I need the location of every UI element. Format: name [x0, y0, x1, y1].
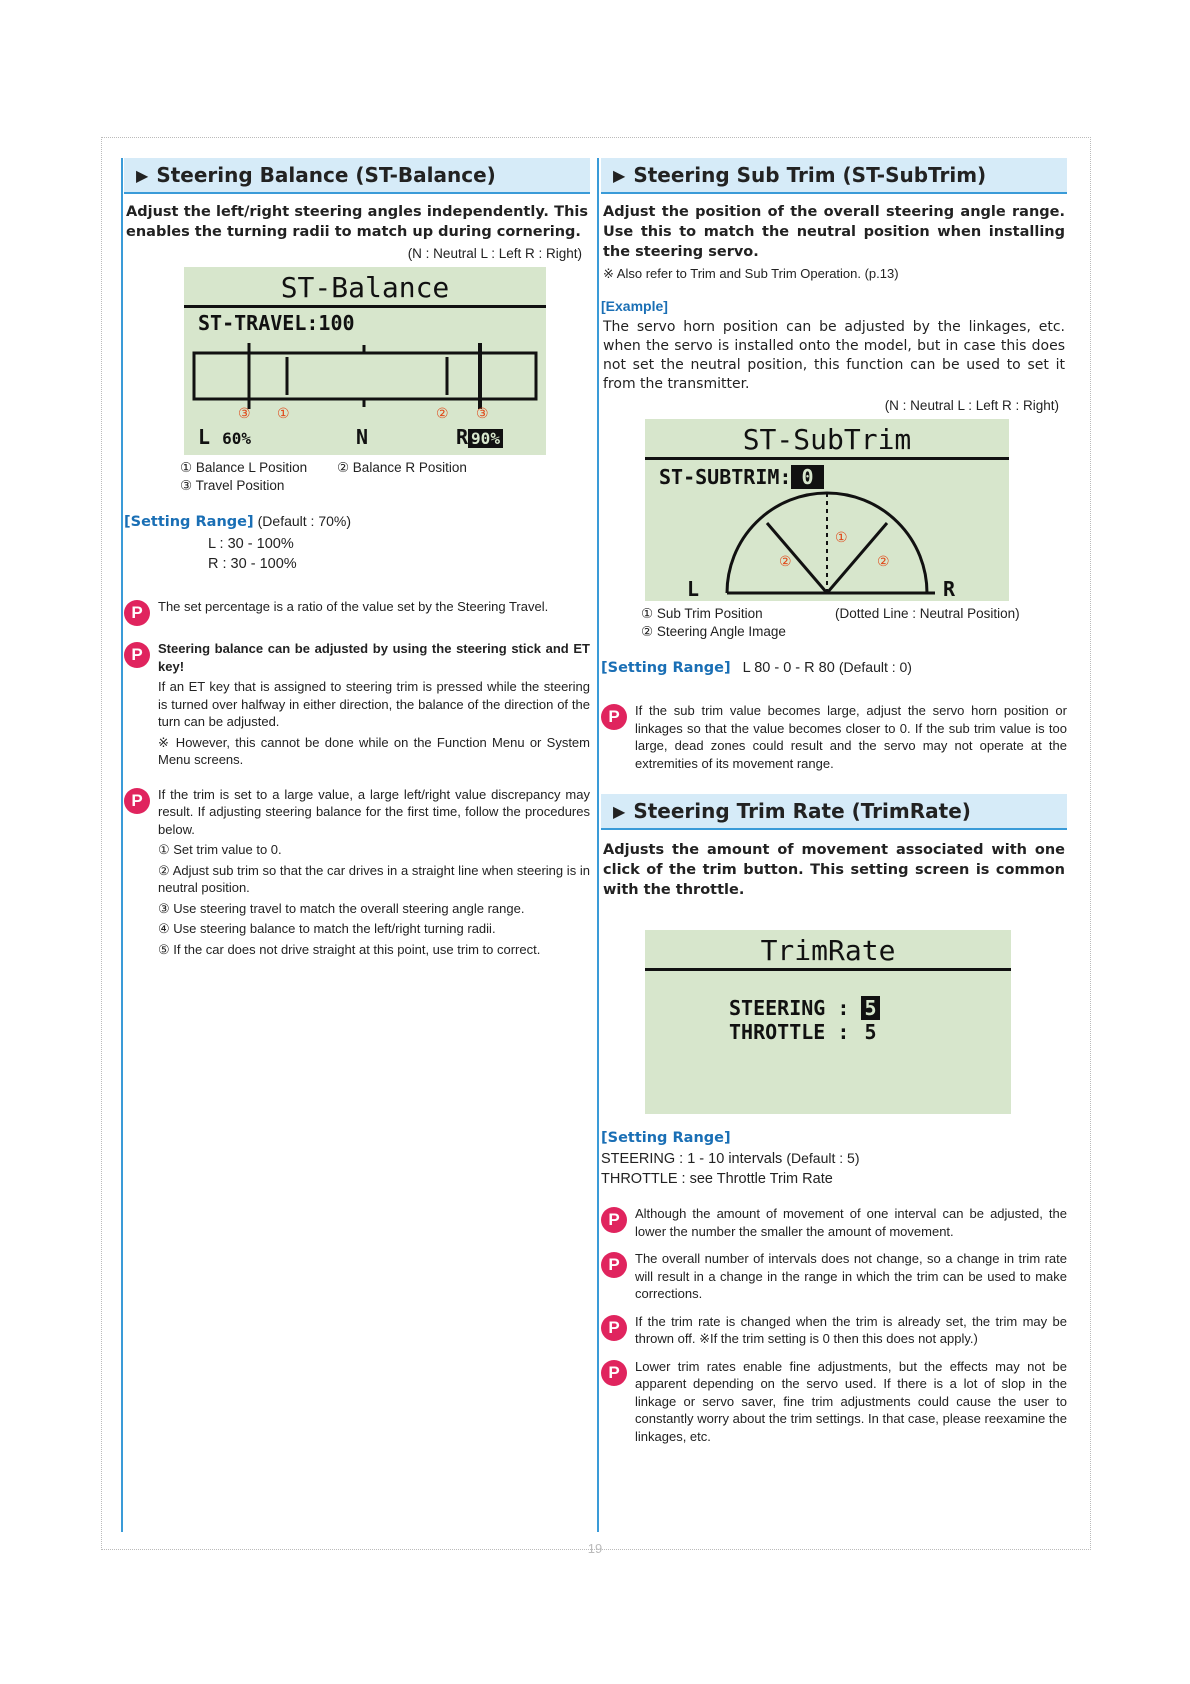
lcd-title: ST-Balance [280, 271, 450, 304]
trimrate-point-3 [601, 1313, 1067, 1348]
point-2-text: The overall number of intervals does not change, so a change in trim rate will result in a change in the range in which the trim can be used to make corrections. [635, 1251, 1067, 1301]
lcd-l-row [198, 425, 251, 449]
st-subtrim-section [601, 158, 1067, 1445]
point-1-text: The set percentage is a ratio of the value set by the Steering Travel. [158, 599, 549, 614]
trimrate-lcd [645, 930, 1011, 1114]
lcd-title-rule [184, 305, 546, 308]
st-balance-captions [180, 459, 590, 495]
caption-dotted: (Dotted Line : Neutral Position) [835, 606, 1020, 621]
range-steering-row [601, 1150, 1067, 1167]
lcd-steering-value: 5 [861, 996, 879, 1020]
triangle-icon: ▶ [613, 165, 626, 185]
st-subtrim-range [601, 659, 1067, 676]
st-balance-range [124, 513, 590, 572]
st-subtrim-lcd [645, 419, 1009, 601]
page-number: 19 [587, 1541, 603, 1556]
point-icon: P [601, 1252, 627, 1278]
lcd-r-row [456, 425, 503, 449]
lcd-subtrim-label: ST-SUBTRIM: [659, 465, 792, 489]
lcd-l-value: 60% [222, 429, 251, 448]
lcd-trimrate-rows [729, 996, 880, 1044]
st-subtrim-captions [641, 605, 1067, 641]
trimrate-heading [601, 794, 1067, 830]
point-2-bold: Steering balance can be adjusted by using the steering stick and ET key! [158, 641, 590, 674]
st-balance-point-2 [124, 640, 590, 772]
range-default: (Default : 0) [838, 659, 912, 675]
caption-1: ① Balance L Position [180, 460, 308, 475]
point-3-text: If the trim is set to a large value, a large left/right value discrepancy may result. If adjusting steering balance for the first time, follow the procedures below. [158, 786, 590, 837]
lcd-throttle-value: 5 [864, 1020, 877, 1044]
range-throttle: THROTTLE : see Throttle Trim Rate [601, 1171, 833, 1187]
trimrate-point-2 [601, 1250, 1067, 1303]
lcd-r-value: 90% [468, 429, 503, 448]
left-column-rule [121, 158, 123, 1532]
trimrate-lead: Adjusts the amount of movement associated with one click of the trim button. This setting screen is common with the throttle. [603, 842, 1065, 898]
point-icon: P [601, 704, 627, 730]
range-default: (Default : 70%) [257, 513, 352, 529]
st-balance-heading [124, 158, 590, 194]
lcd-l-label: L [687, 577, 700, 601]
st-subtrim-lead: Adjust the position of the overall steering angle range. Use this to match the neutral position when installing the steering servo. [603, 204, 1065, 260]
trimrate-range [601, 1130, 1067, 1187]
caption-2: ② Balance R Position [336, 460, 467, 475]
range-r: R : 30 - 100% [208, 556, 297, 572]
lcd-throttle-label: THROTTLE : [729, 1020, 850, 1044]
point-3-step-5: ⑤ If the car does not drive straight at this point, use trim to correct. [158, 941, 541, 957]
lcd-title-rule [645, 457, 1009, 460]
point-3-step-1: ① Set trim value to 0. [158, 842, 282, 857]
range-l: L : 30 - 100% [208, 536, 294, 552]
range-title: [Setting Range] [124, 514, 254, 530]
point-2-note: ※ However, this cannot be done while on the Function Menu or System Menu screens. [158, 734, 590, 767]
st-balance-point-3 [124, 786, 590, 962]
lcd-title: ST-SubTrim [742, 423, 912, 456]
st-subtrim-legend: (N : Neutral L : Left R : Right) [884, 398, 1059, 413]
point-2-text: If an ET key that is assigned to steering trim is pressed while the steering is turned over halfway in either direction, the balance of the direction of the turn can be adjusted. [158, 679, 590, 729]
trimrate-point-1 [601, 1205, 1067, 1240]
point-3-step-4: ④ Use steering balance to match the left/right turning radii. [158, 921, 496, 936]
lcd-subtrim-value: 0 [791, 465, 823, 489]
range-steering: STEERING : 1 - 10 intervals [601, 1151, 783, 1167]
range-steering-default: (Default : 5) [786, 1150, 860, 1166]
lcd-title: TrimRate [760, 934, 896, 967]
point-icon: P [124, 642, 150, 668]
caption-3: ③ Travel Position [180, 478, 285, 493]
st-subtrim-heading [601, 158, 1067, 194]
triangle-icon: ▶ [136, 165, 149, 185]
point-icon: P [601, 1207, 627, 1233]
lcd-l-label: L [198, 425, 211, 449]
triangle-icon: ▶ [613, 801, 626, 821]
point-1-text: If the sub trim value becomes large, adjust the servo horn position or linkages so that the value becomes closer to 0. If the sub trim value is too large, dead zones could result and the servo may not operate at the extremities of its movement range. [635, 703, 1067, 771]
marker-1: ① [277, 405, 290, 421]
st-balance-legend: (N : Neutral L : Left R : Right) [407, 246, 582, 261]
st-balance-lcd [184, 267, 546, 455]
st-subtrim-refer: ※ Also refer to Trim and Sub Trim Operation. (p.13) [603, 266, 899, 281]
example-title: [Example] [601, 298, 668, 314]
point-3-text: If the trim rate is changed when the trim is already set, the trim may be thrown off. ※If the trim setting is 0 then this does not apply.) [635, 1313, 1067, 1346]
point-icon: P [124, 600, 150, 626]
point-4-text: Lower trim rates enable fine adjustments, but the effects may not be apparent depending on the servo used. If there is a lot of slop in the linkage or servo saver, fine trim adjustments could cause the user to constantly worry about the trim settings. In that case, please reexamine the linkages, etc. [635, 1358, 1067, 1444]
point-1-text: Although the amount of movement of one interval can be adjusted, the lower the number the smaller the amount of movement. [635, 1206, 1067, 1239]
marker-1: ① [835, 529, 848, 545]
range-title: [Setting Range] [601, 660, 731, 676]
range-title: [Setting Range] [601, 1130, 731, 1146]
lcd-steering-label: STEERING : [729, 996, 850, 1020]
marker-2-left: ② [779, 553, 792, 569]
point-3-step-2: ② Adjust sub trim so that the car drives in a straight line when steering is in neutral position. [158, 862, 590, 895]
st-balance-heading-text: Steering Balance (ST-Balance) [156, 163, 496, 187]
trimrate-heading-text: Steering Trim Rate (TrimRate) [633, 799, 971, 823]
range-value: L 80 - 0 - R 80 [742, 660, 835, 676]
lcd-title-rule [645, 968, 1011, 971]
lcd-r-label: R [456, 425, 469, 449]
marker-2-right: ② [877, 553, 890, 569]
trimrate-point-4 [601, 1358, 1067, 1446]
point-icon: P [124, 788, 150, 814]
right-column-rule [597, 158, 599, 1532]
st-subtrim-point-1 [601, 702, 1067, 772]
lcd-r-label: R [943, 577, 956, 601]
st-balance-section [124, 158, 590, 961]
point-icon: P [601, 1360, 627, 1386]
marker-3-right: ③ [476, 405, 489, 421]
lcd-travel: ST-TRAVEL:100 [198, 311, 355, 335]
lcd-subtrim-row [659, 465, 824, 489]
st-balance-lead: Adjust the left/right steering angles independently. This enables the turning radii to match up during cornering. [126, 204, 588, 240]
marker-2: ② [436, 405, 449, 421]
st-subtrim-heading-text: Steering Sub Trim (ST-SubTrim) [633, 163, 987, 187]
marker-3-left: ③ [238, 405, 251, 421]
example-text: The servo horn position can be adjusted by the linkages, etc. when the servo is installed onto the model, but in case this does not set the neutral position, this function can be used to set it from the transmitter. [603, 319, 1065, 392]
point-3-step-3: ③ Use steering travel to match the overall steering angle range. [158, 900, 525, 916]
caption-1: ① Sub Trim Position [641, 606, 763, 621]
lcd-n-label: N [356, 425, 369, 449]
st-balance-point-1 [124, 598, 590, 626]
point-icon: P [601, 1315, 627, 1341]
caption-2: ② Steering Angle Image [641, 624, 786, 639]
